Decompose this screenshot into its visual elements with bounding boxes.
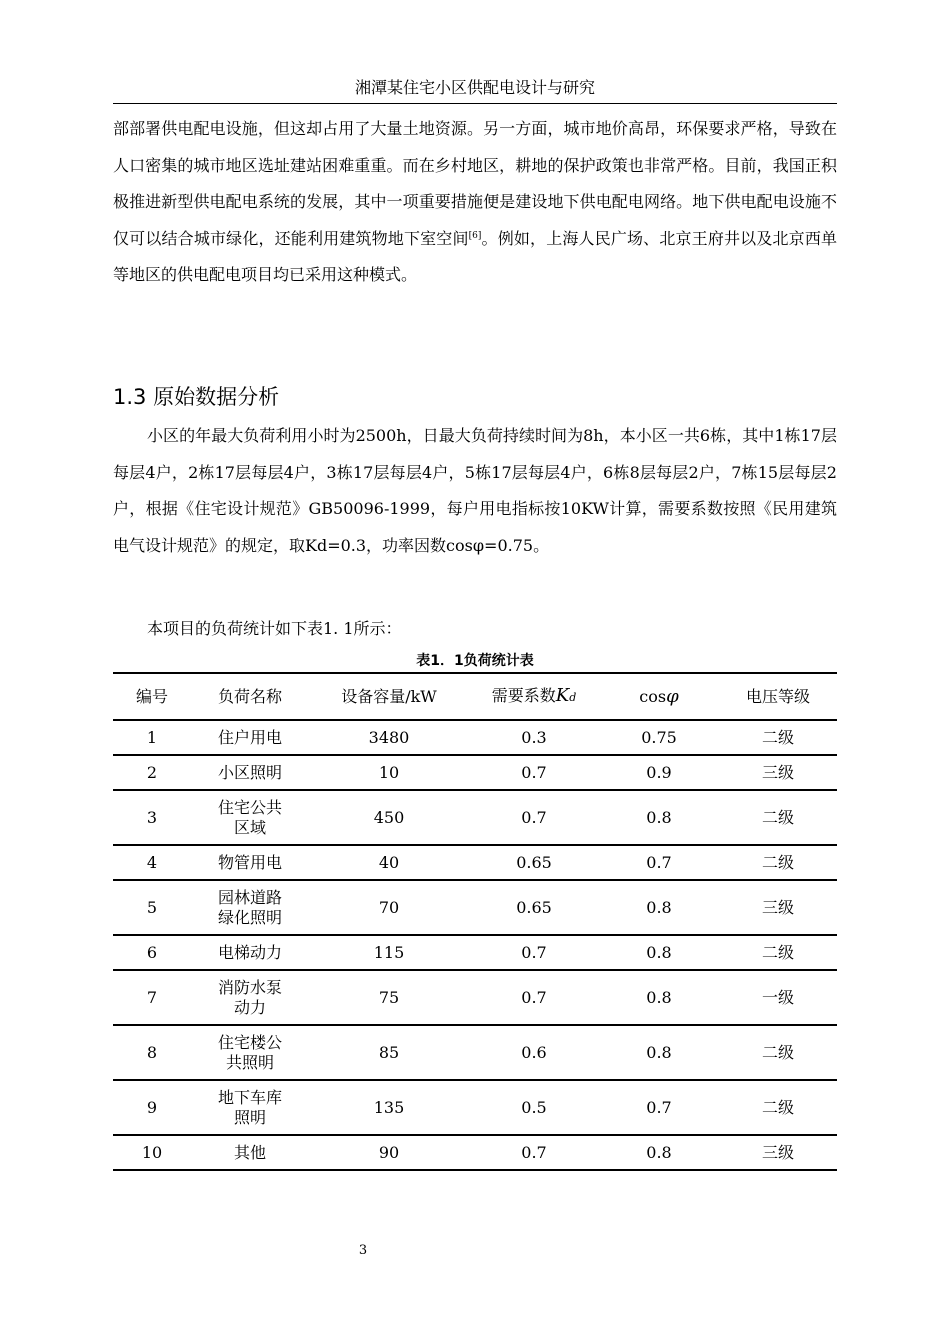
cell-power-factor: 0.9 xyxy=(599,755,719,790)
cell-power-factor: 0.7 xyxy=(599,1080,719,1135)
table-row xyxy=(113,935,837,970)
cell-power-factor: 0.8 xyxy=(599,1025,719,1080)
paragraph-text: 本项目的负荷统计如下表1. 1所示： xyxy=(147,619,402,638)
cell-number: 10 xyxy=(113,1135,191,1170)
cell-power-factor: 0.8 xyxy=(599,790,719,845)
cell-capacity: 70 xyxy=(309,880,469,935)
page-number: 3 xyxy=(358,1243,368,1258)
cell-demand-factor: 0.7 xyxy=(469,790,599,845)
cell-load-name xyxy=(191,720,309,755)
paragraph-data-analysis xyxy=(113,418,837,564)
cell-number: 3 xyxy=(113,790,191,845)
header-cos-label: cos xyxy=(639,686,667,706)
cell-load-name xyxy=(191,970,309,1025)
citation-ref: [6] xyxy=(468,230,482,241)
cell-demand-factor: 0.65 xyxy=(469,880,599,935)
paragraph-text: 部部署供电配电设施，但这却占用了大量土地资源。另一方面，城市地价高昂，环保要求严格，导致在人口密集的城市地区选址建站困难重重。而在乡村地区，耕地的保护政策也非常严格。目前，我国正积极推进新型供电配电系统的发展，其中一项重要措施便是建设地下供电配电网络。地下供电配电设施不仅可以结合城市绿化，还能利用建筑物地下室空间 xyxy=(113,119,837,248)
header-divider xyxy=(113,103,837,104)
load-statistics-table xyxy=(113,672,837,1171)
load-name-text: 园林道路绿化照明 xyxy=(217,887,282,927)
load-name-text: 电梯动力 xyxy=(217,942,282,962)
running-header: 湘潭某住宅小区供配电设计与研究 xyxy=(354,78,595,97)
table-row xyxy=(113,790,837,845)
cell-capacity: 75 xyxy=(309,970,469,1025)
cell-power-factor: 0.8 xyxy=(599,880,719,935)
cell-number: 9 xyxy=(113,1080,191,1135)
cell-level: 二级 xyxy=(719,1025,837,1080)
cell-demand-factor: 0.7 xyxy=(469,1135,599,1170)
cell-load-name xyxy=(191,755,309,790)
load-name-text: 住宅公共区域 xyxy=(217,797,282,837)
table-row xyxy=(113,1080,837,1135)
cell-number: 5 xyxy=(113,880,191,935)
cell-power-factor: 0.8 xyxy=(599,1135,719,1170)
cell-load-name xyxy=(191,1025,309,1080)
cell-demand-factor: 0.65 xyxy=(469,845,599,880)
table-row xyxy=(113,845,837,880)
table-row xyxy=(113,970,837,1025)
header-power-factor xyxy=(599,673,719,720)
header-voltage-level: 电压等级 xyxy=(719,673,837,720)
cell-number: 8 xyxy=(113,1025,191,1080)
cell-capacity: 10 xyxy=(309,755,469,790)
cell-demand-factor: 0.7 xyxy=(469,970,599,1025)
cell-number: 1 xyxy=(113,720,191,755)
cell-level: 一级 xyxy=(719,970,837,1025)
load-name-text: 住户用电 xyxy=(217,727,282,747)
cell-power-factor: 0.8 xyxy=(599,970,719,1025)
cell-level: 二级 xyxy=(719,720,837,755)
table-row xyxy=(113,1135,837,1170)
cell-level: 二级 xyxy=(719,790,837,845)
header-number: 编号 xyxy=(113,673,191,720)
kd-symbol: K xyxy=(555,684,570,706)
cell-capacity: 85 xyxy=(309,1025,469,1080)
cell-level: 二级 xyxy=(719,845,837,880)
load-name-text: 住宅楼公共照明 xyxy=(217,1032,282,1072)
cell-level: 三级 xyxy=(719,880,837,935)
cell-number: 4 xyxy=(113,845,191,880)
table-row xyxy=(113,755,837,790)
cell-level: 三级 xyxy=(719,755,837,790)
phi-symbol: φ xyxy=(666,685,679,707)
cell-load-name xyxy=(191,880,309,935)
cell-demand-factor: 0.5 xyxy=(469,1080,599,1135)
cell-load-name xyxy=(191,790,309,845)
cell-load-name xyxy=(191,1080,309,1135)
header-load-name: 负荷名称 xyxy=(191,673,309,720)
cell-demand-factor: 0.7 xyxy=(469,935,599,970)
cell-demand-factor: 0.7 xyxy=(469,755,599,790)
load-name-text: 地下车库照明 xyxy=(217,1087,282,1127)
load-name-text: 小区照明 xyxy=(217,762,282,782)
header-capacity: 设备容量/kW xyxy=(309,673,469,720)
paragraph-text-tail: 。例如，上海人民广场、北京王府井以及北京西单等地区的供电配电项目均已采用这种模式。 xyxy=(113,228,837,284)
cell-capacity: 3480 xyxy=(309,720,469,755)
cell-power-factor: 0.7 xyxy=(599,845,719,880)
cell-capacity: 115 xyxy=(309,935,469,970)
table-caption: 表1．1负荷统计表 xyxy=(416,653,534,669)
load-name-text: 物管用电 xyxy=(217,852,282,872)
paragraph-table-intro xyxy=(113,611,837,648)
cell-demand-factor: 0.6 xyxy=(469,1025,599,1080)
kd-subscript: d xyxy=(569,690,577,704)
cell-capacity: 450 xyxy=(309,790,469,845)
table-row xyxy=(113,1025,837,1080)
cell-level: 二级 xyxy=(719,935,837,970)
cell-capacity: 40 xyxy=(309,845,469,880)
load-name-text: 消防水泵动力 xyxy=(217,977,282,1017)
cell-number: 2 xyxy=(113,755,191,790)
paragraph-text: 小区的年最大负荷利用小时为2500h，日最大负荷持续时间为8h，本小区一共6栋，其中1栋17层每层4户，2栋17层每层4户，3栋17层每层4户，5栋17层每层4户，6栋8层每层2户，7栋15层每层2户，根据《住宅设计规范》GB50096-1999，每户用电指标按10KW计算，需要系数按照《民用建筑电气设计规范》的规定，取Kd=0.3，功率因数cosφ=0.75。 xyxy=(113,426,837,555)
cell-load-name xyxy=(191,845,309,880)
load-name-text: 其他 xyxy=(233,1142,266,1162)
table-header-row xyxy=(113,673,837,720)
cell-power-factor: 0.8 xyxy=(599,935,719,970)
paragraph-continued xyxy=(113,111,837,294)
table-row xyxy=(113,880,837,935)
header-demand-factor xyxy=(469,673,599,720)
cell-demand-factor: 0.3 xyxy=(469,720,599,755)
cell-number: 6 xyxy=(113,935,191,970)
section-heading: 1.3 原始数据分析 xyxy=(113,385,280,409)
cell-load-name xyxy=(191,935,309,970)
header-demand-factor-label: 需要系数 xyxy=(491,685,556,705)
cell-power-factor: 0.75 xyxy=(599,720,719,755)
cell-capacity: 90 xyxy=(309,1135,469,1170)
cell-number: 7 xyxy=(113,970,191,1025)
table-row xyxy=(113,720,837,755)
cell-load-name xyxy=(191,1135,309,1170)
cell-level: 二级 xyxy=(719,1080,837,1135)
cell-level: 三级 xyxy=(719,1135,837,1170)
cell-capacity: 135 xyxy=(309,1080,469,1135)
